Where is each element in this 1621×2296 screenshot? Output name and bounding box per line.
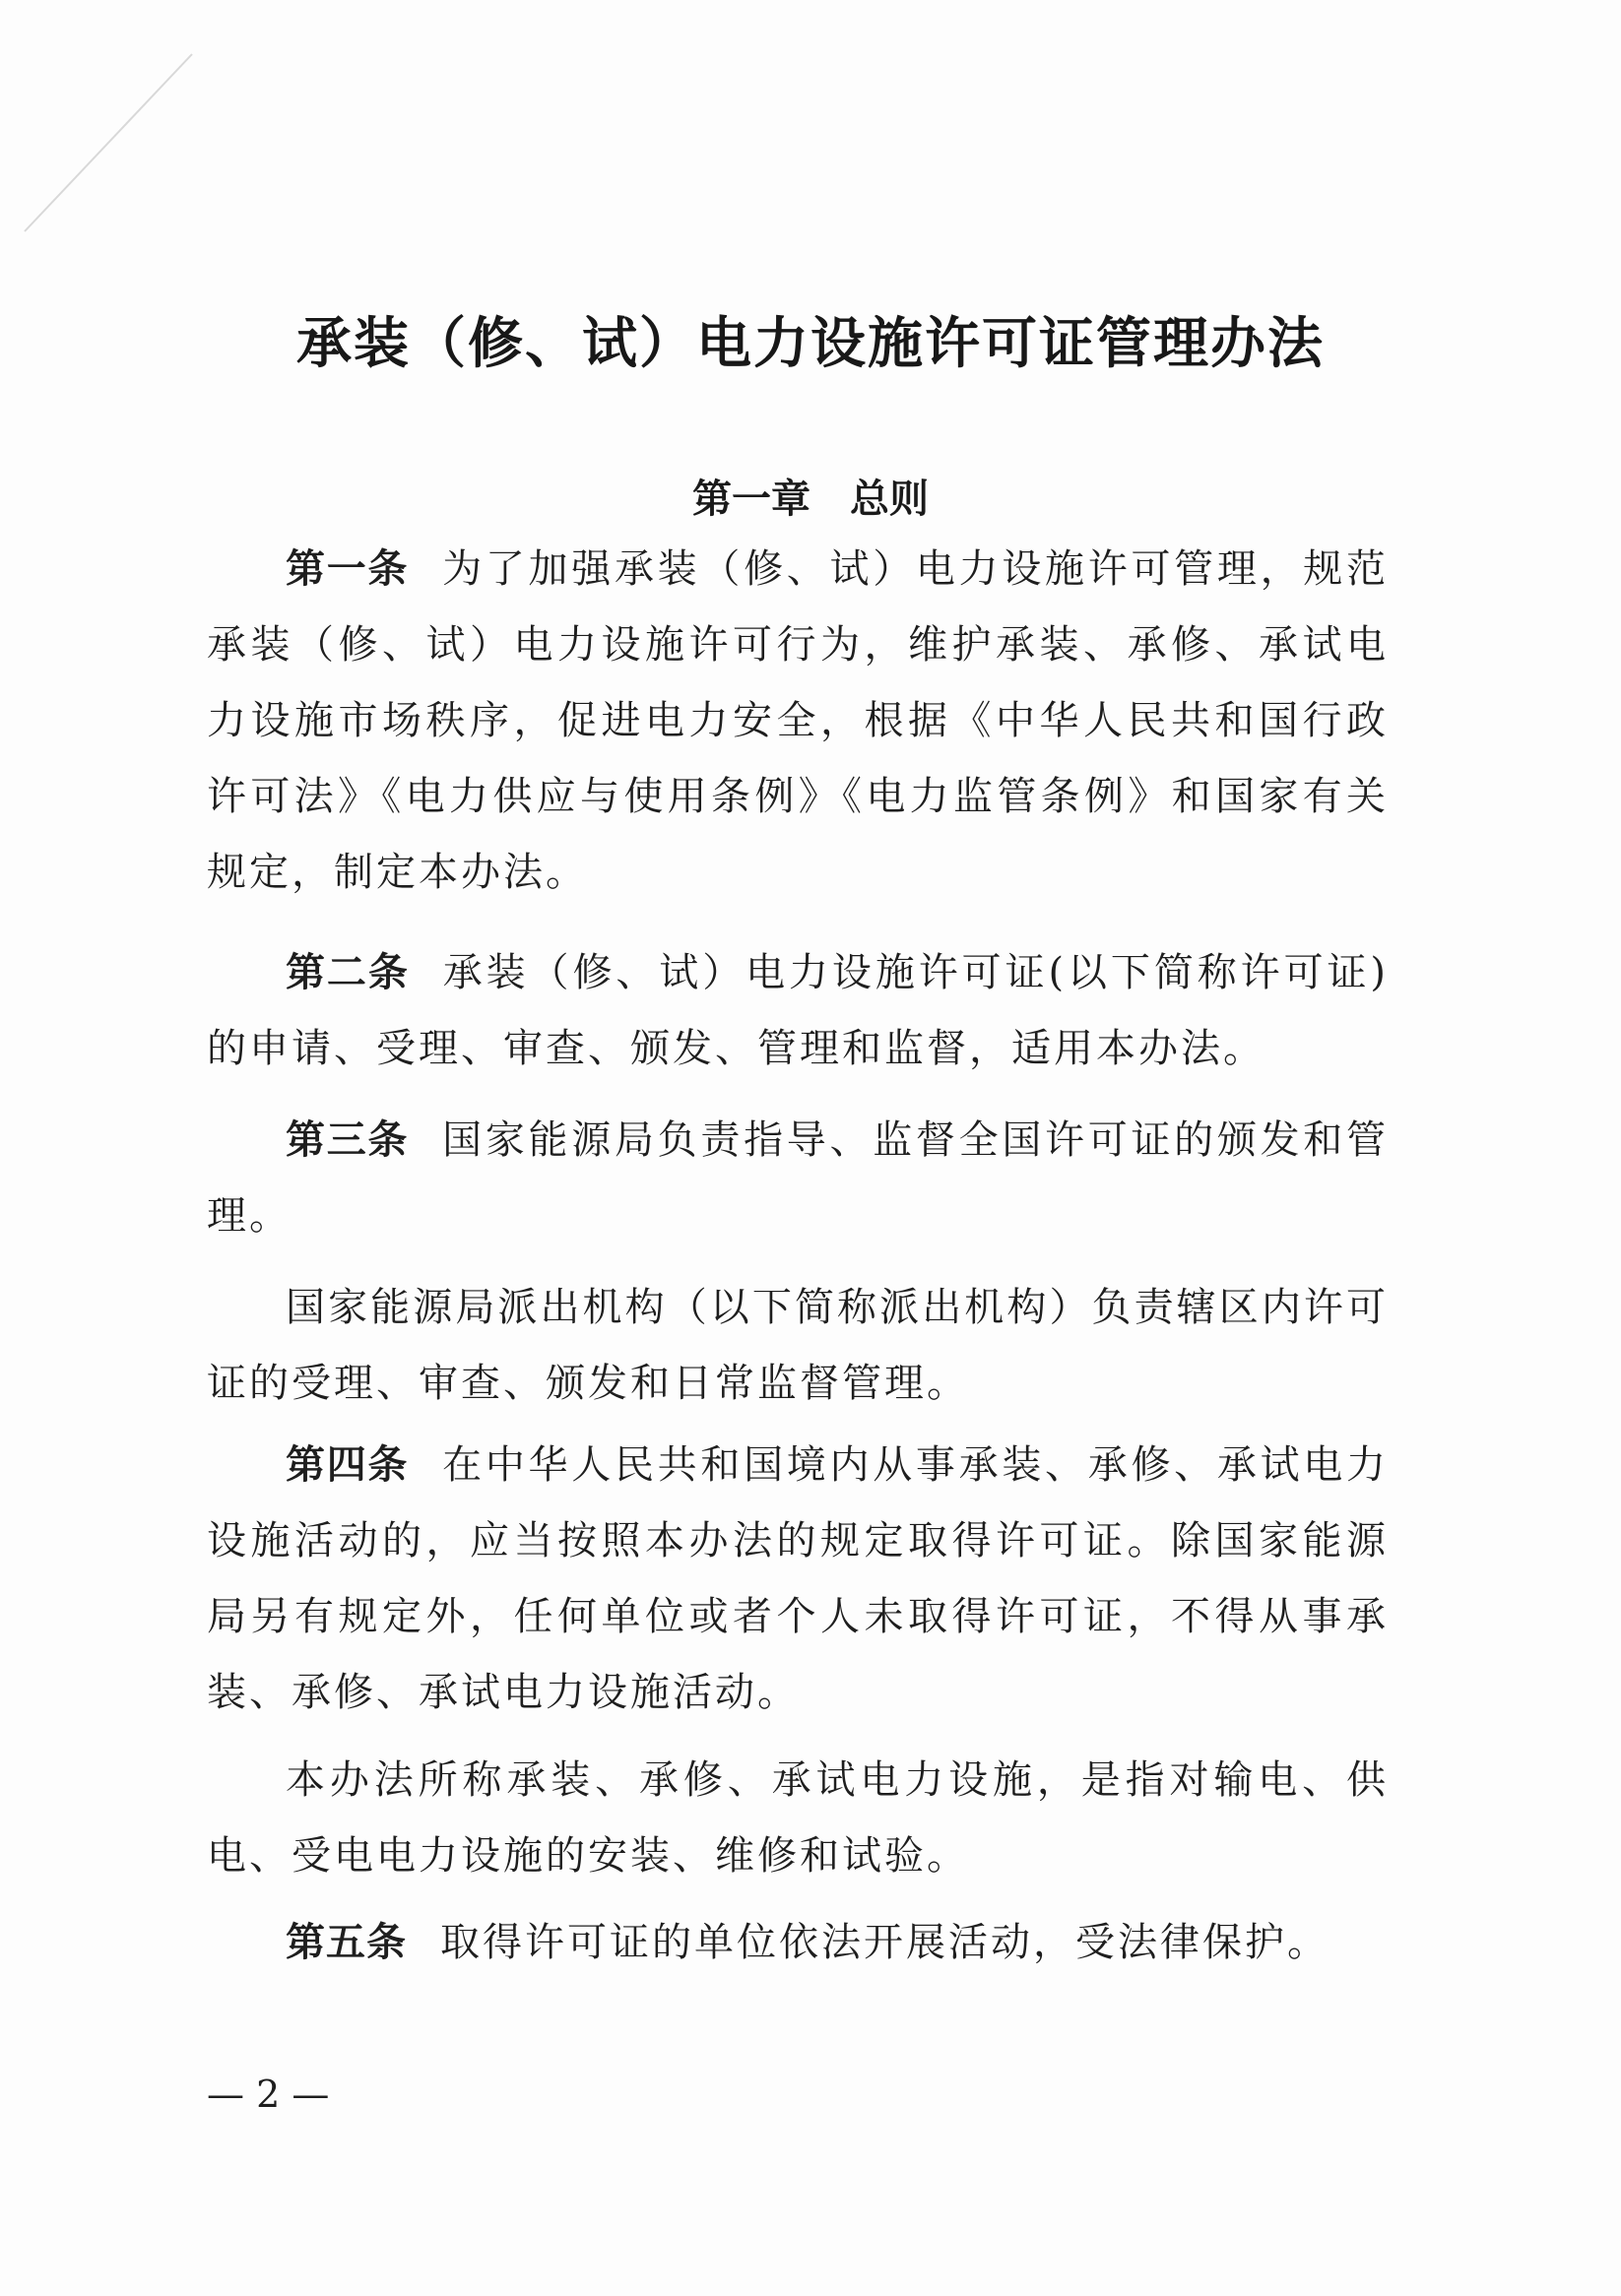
chapter-heading: 第一章 总则 [692,477,929,522]
page-fold-mark [0,0,197,256]
article-label: 第二条 [286,950,410,995]
article-label: 第三条 [286,1117,410,1163]
article-text: 在中华人民共和国境内从事承装、承修、承试电力设施活动的，应当按照本办法的规定取得许可证。除国家能源局另有规定外，任何单位或者个人未取得许可证，不得从事承装、承修、承试电力设施活动。 [207,1442,1389,1715]
page-number: — 2 — [207,2073,330,2116]
article-5 [207,1905,1389,1981]
article-label: 第四条 [286,1442,410,1488]
article-text: 国家能源局负责指导、监督全国许可证的颁发和管理。 [207,1117,1389,1239]
article-text: 承装（修、试）电力设施许可证(以下简称许可证)的申请、受理、审查、颁发、管理和监督，适用本办法。 [207,950,1389,1071]
article-text: 取得许可证的单位依法开展活动，受法律保护。 [440,1920,1329,1965]
article-4 [207,1428,1389,1731]
article-2 [207,935,1389,1087]
article-3 [207,1103,1389,1254]
article-3-paragraph-2: 国家能源局派出机构（以下简称派出机构）负责辖区内许可证的受理、审查、颁发和日常监督管理。 [207,1285,1389,1406]
article-text: 为了加强承装（修、试）电力设施许可管理，规范承装（修、试）电力设施许可行为，维护承装、承修、承试电力设施市场秩序，促进电力安全，根据《中华人民共和国行政许可法》《电力供应与使用条例》《电力监管条例》和国家有关规定，制定本办法。 [207,546,1389,895]
article-label: 第一条 [286,546,410,592]
document-title: 承装（修、试）电力设施许可证管理办法 [296,312,1325,376]
article-1 [207,532,1389,911]
article-4-paragraph-2: 本办法所称承装、承修、承试电力设施，是指对输电、供电、受电电力设施的安装、维修和试验。 [207,1757,1389,1879]
article-label: 第五条 [286,1920,407,1965]
